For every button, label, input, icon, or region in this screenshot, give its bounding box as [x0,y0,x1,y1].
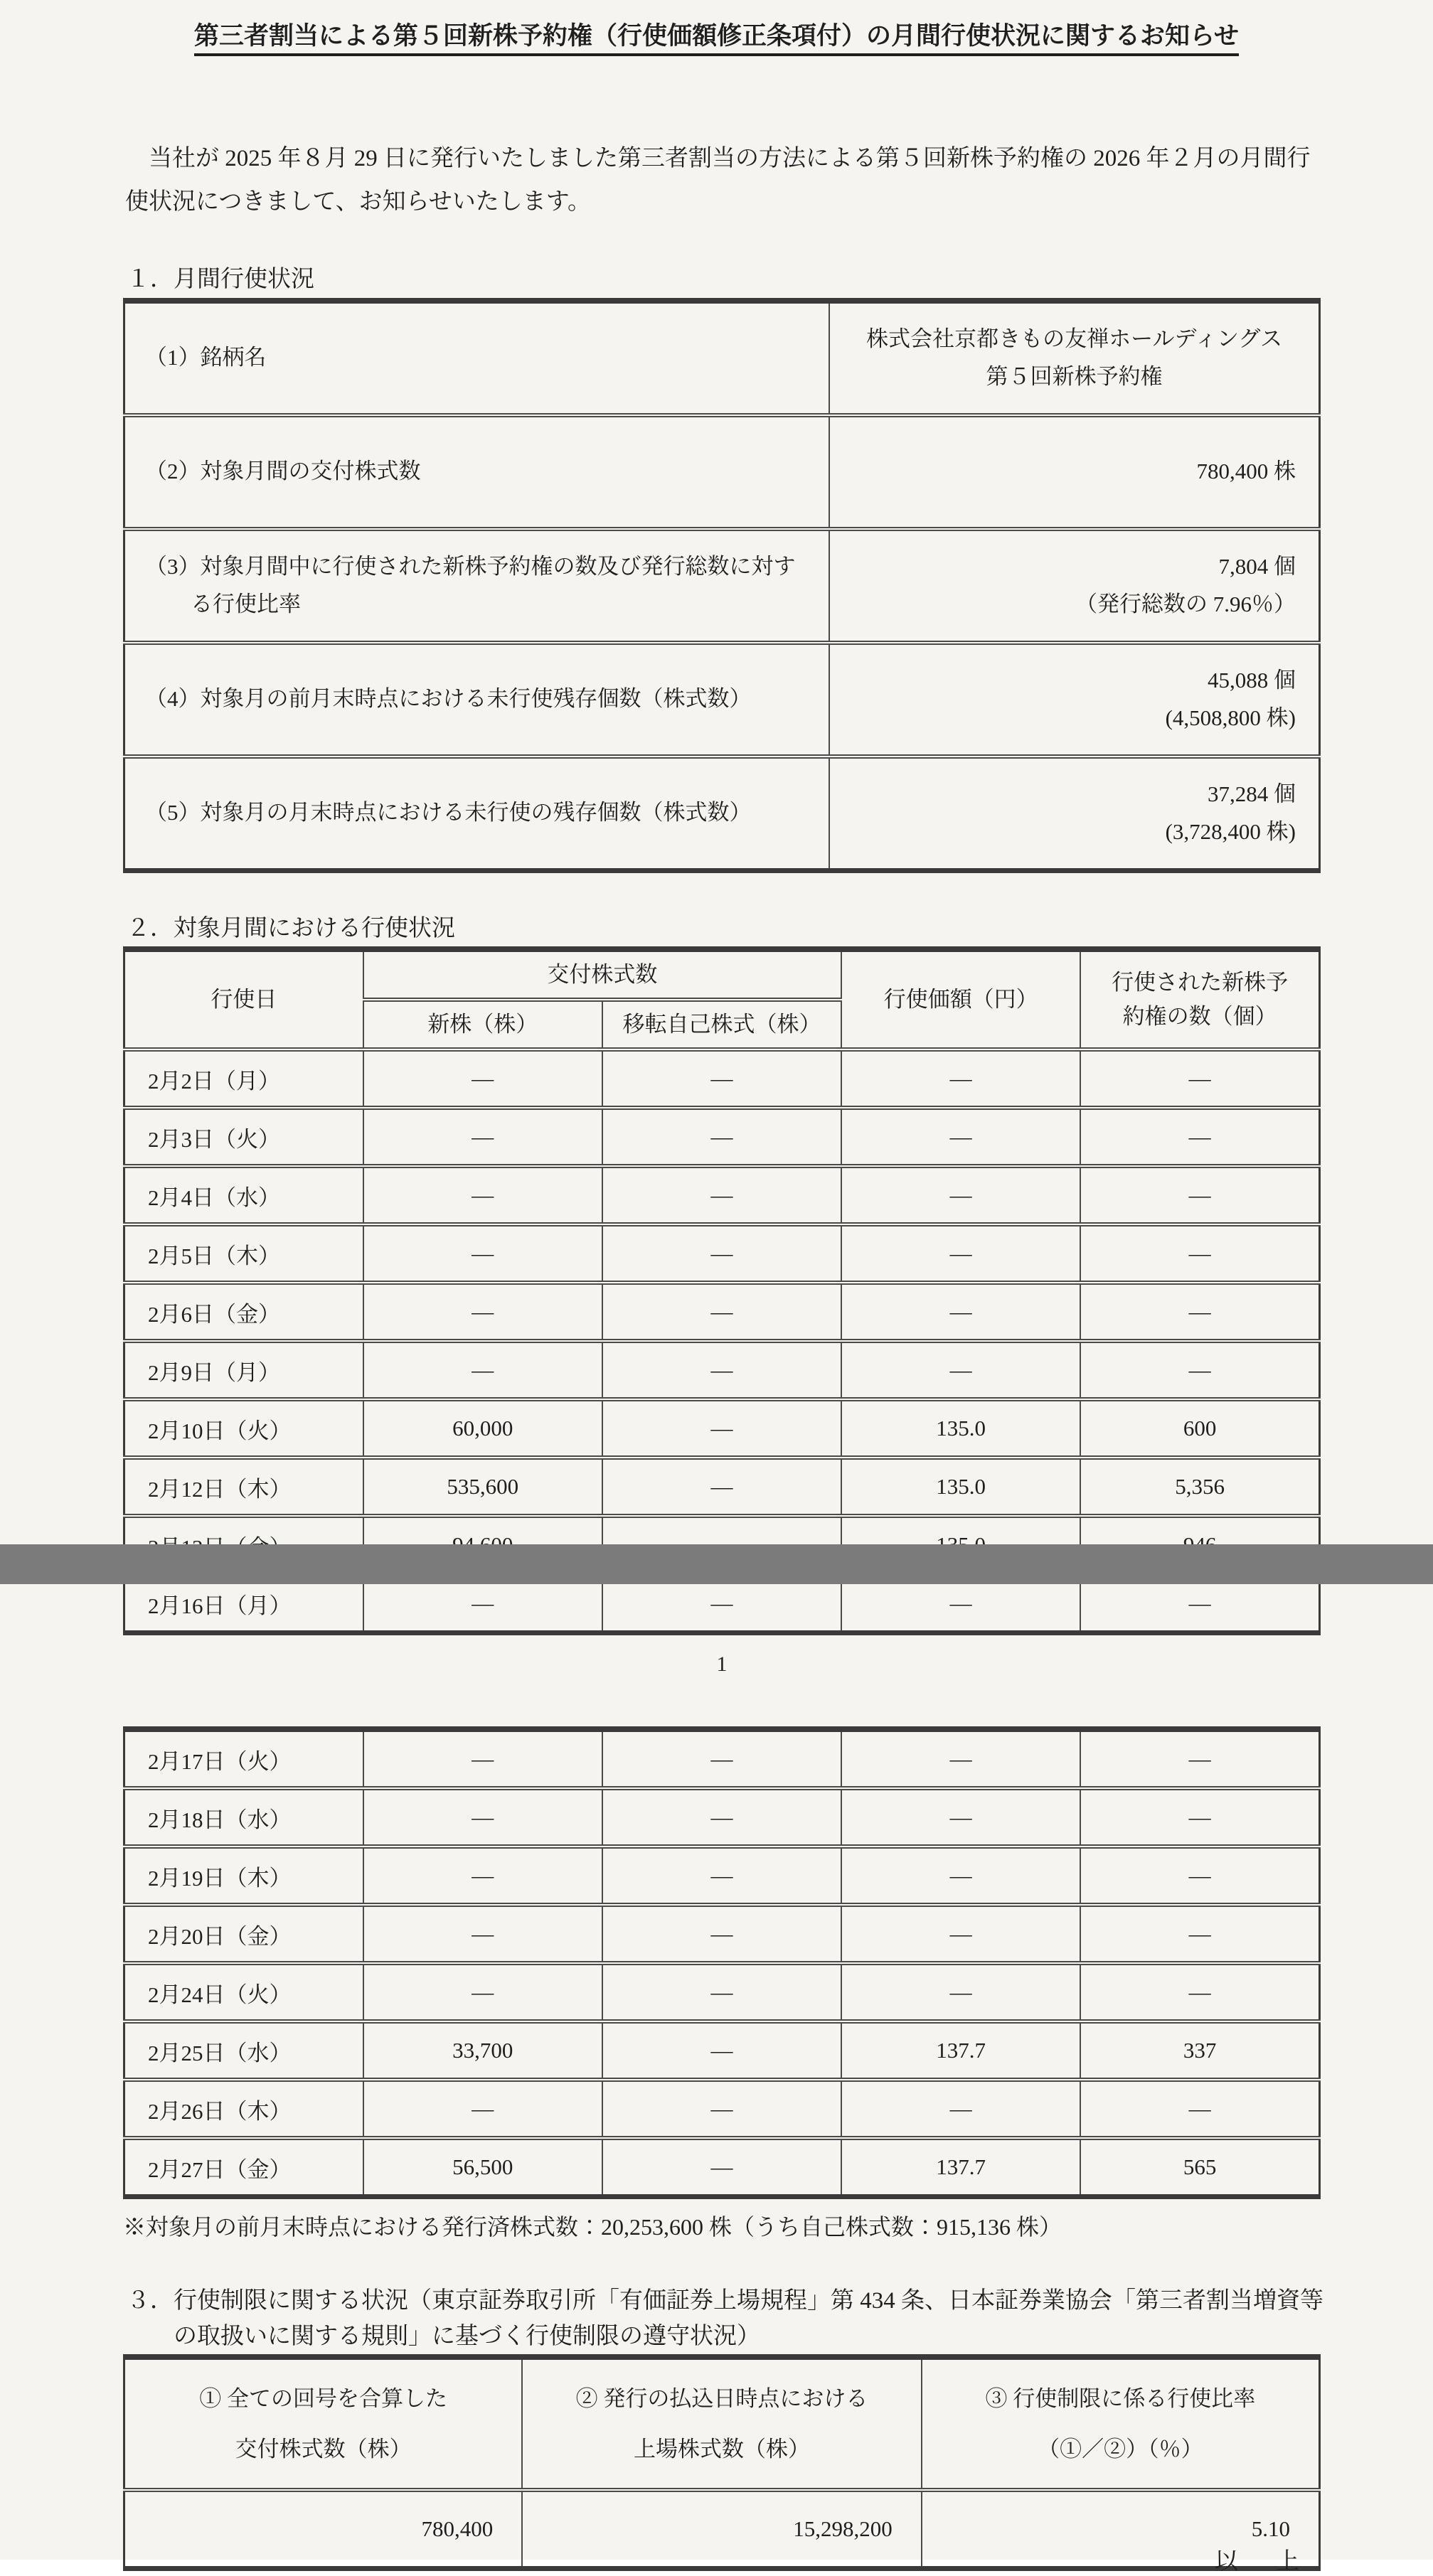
exercise-row [124,1224,1320,1283]
section3-heading: ３．行使制限に関する状況（東京証券取引所「有価証券上場規程」第 434 条、日本証券業協会「第三者割当増資等の取扱いに関する規則」に基づく行使制限の遵守状況） [127,2288,1323,2349]
treasury-shares-cell: ― [602,1729,841,1788]
exercised-count-cell: ― [1080,1905,1319,1963]
closing-phrase: 以 上 [1215,2549,1306,2575]
exercise-date-cell: 2月9日（月） [124,1341,363,1399]
exercise-date-cell: 2月2日（月） [124,1049,363,1108]
treasury-shares-cell: ― [602,1166,841,1224]
exercise-price-cell: ― [841,1574,1080,1633]
exercise-row [124,1905,1320,1963]
exercise-row [124,1458,1320,1516]
exercise-price-cell: ― [841,1905,1080,1963]
exercised-count-cell: ― [1080,1049,1319,1108]
exercise-row [124,1788,1320,1847]
row-value-line1: 780,400 株 [1196,459,1296,484]
exercised-count-cell: ― [1080,1166,1319,1224]
row-label: （5）対象月の月末時点における未行使の残存個数（株式数） [124,757,830,871]
treasury-shares-cell: ― [602,1224,841,1283]
new-shares-cell: ― [363,1729,602,1788]
table-row [124,415,1320,529]
col-header-price: 行使価額（円） [841,949,1080,1049]
exercise-price-cell: ― [841,1729,1080,1788]
new-shares-cell: ― [363,1788,602,1847]
row-value [829,643,1319,757]
exercised-count-cell: ― [1080,1224,1319,1283]
exercise-price-cell: 137.7 [841,2021,1080,2080]
exercise-date-cell: 2月25日（水） [124,2021,363,2080]
new-shares-cell: ― [363,1341,602,1399]
exercise-row [124,1108,1320,1166]
exercise-row [124,1283,1320,1341]
row-value-line2: （発行総数の 7.96％） [1075,591,1296,616]
table-row [124,529,1320,643]
new-shares-cell: ― [363,1963,602,2021]
new-shares-cell: 60,000 [363,1399,602,1458]
limit-col1-header [124,2357,523,2490]
exercised-count-cell: ― [1080,2080,1319,2138]
row-label: （1）銘柄名 [124,301,830,415]
document-title-text: 第三者割当による第５回新株予約権（行使価額修正条項付）の月間行使状況に関するお知らせ [194,22,1239,56]
row-value-line1: 45,088 個 [1208,667,1296,693]
row-value-line2: (4,508,800 株) [1165,705,1296,730]
new-shares-cell: 56,500 [363,2138,602,2197]
intro-paragraph: 当社が 2025 年８月 29 日に発行いたしました第三者割当の方法による第５回新株予約権の 2026 年２月の月間行使状況につきまして、お知らせいたします。 [125,146,1311,215]
table-row [124,301,1320,415]
exercise-price-cell: ― [841,1847,1080,1905]
row-label: （4）対象月の前月末時点における未行使残存個数（株式数） [124,643,830,757]
issued-shares-note: ※対象月の前月末時点における発行済株式数：20,253,600 株（うち自己株式数：915,136 株） [123,2214,1062,2240]
exercise-date-cell: 2月18日（水） [124,1788,363,1847]
document-title [57,18,1376,53]
row-value [829,757,1319,871]
table-row [124,643,1320,757]
exercise-row [124,1847,1320,1905]
treasury-shares-cell: ― [602,1108,841,1166]
exercise-date-cell: 2月27日（金） [124,2138,363,2197]
exercise-date-cell: 2月5日（木） [124,1224,363,1283]
exercise-row [124,1341,1320,1399]
exercise-row [124,1729,1320,1788]
exercise-table-header-row1 [124,949,1320,1000]
exercise-date-cell: 2月26日（木） [124,2080,363,2138]
new-shares-cell: ― [363,1224,602,1283]
exercised-count-cell: ― [1080,1847,1319,1905]
exercise-price-cell: ― [841,1788,1080,1847]
treasury-shares-cell: ― [602,1963,841,2021]
exercise-row [124,2138,1320,2197]
row-value-line2: (3,728,400 株) [1165,818,1296,844]
exercise-date-cell: 2月3日（火） [124,1108,363,1166]
col-header-delivered-group: 交付株式数 [363,949,841,1000]
treasury-shares-cell: ― [602,1905,841,1963]
exercised-count-cell: ― [1080,1963,1319,2021]
exercise-date-cell: 2月4日（水） [124,1166,363,1224]
treasury-shares-cell: ― [602,1574,841,1633]
exercise-date-cell: 2月20日（金） [124,1905,363,1963]
exercise-price-cell: ― [841,1283,1080,1341]
exercise-price-cell: ― [841,1049,1080,1108]
exercise-price-cell: ― [841,1108,1080,1166]
exercise-row [124,1166,1320,1224]
exercise-date-cell: 2月16日（月） [124,1574,363,1633]
table-row [124,757,1320,871]
col-header-treasury: 移転自己株式（株） [602,1000,841,1049]
treasury-shares-cell: ― [602,1341,841,1399]
col-header-date: 行使日 [124,949,363,1049]
exercise-date-cell: 2月24日（火） [124,1963,363,2021]
treasury-shares-cell: ― [602,1458,841,1516]
treasury-shares-cell: ― [602,1788,841,1847]
col-header-count-text: 行使された新株予約権の数（個） [1112,970,1289,1030]
limit-col2-header [522,2357,921,2490]
row-value [829,529,1319,643]
new-shares-cell: 33,700 [363,2021,602,2080]
exercised-count-cell: ― [1080,1341,1319,1399]
exercised-count-cell: ― [1080,1108,1319,1166]
row-value-line1: 37,284 個 [1208,781,1296,806]
exercise-price-cell: ― [841,1224,1080,1283]
limit-table-header-row [124,2357,1320,2490]
row-value [829,301,1319,415]
monthly-status-table [123,298,1321,873]
row-value-line2: 第５回新株予約権 [986,363,1163,389]
limit-col1-value: 780,400 [124,2490,523,2569]
exercise-date-cell: 2月10日（火） [124,1399,363,1458]
exercise-row [124,2021,1320,2080]
new-shares-cell: ― [363,2080,602,2138]
exercise-price-cell: ― [841,2080,1080,2138]
row-label: （3）対象月間中に行使された新株予約権の数及び発行総数に対する行使比率 [124,529,830,643]
page-divider-band [0,1544,1433,1584]
new-shares-cell: ― [363,1108,602,1166]
exercise-row [124,2080,1320,2138]
page-2 [0,1726,1433,2571]
limit-col1-header-text: ① 全ての回号を合算した交付株式数（株） [199,2385,447,2462]
exercise-date-cell: 2月19日（木） [124,1847,363,1905]
limit-col3-header-text: ③ 行使制限に係る行使比率（①／②）（％） [985,2385,1256,2462]
exercise-price-cell: 135.0 [841,1458,1080,1516]
exercised-count-cell: 337 [1080,2021,1319,2080]
limit-col2-value: 15,298,200 [522,2490,921,2569]
treasury-shares-cell: ― [602,1399,841,1458]
treasury-shares-cell: ― [602,1847,841,1905]
new-shares-cell: ― [363,1049,602,1108]
row-label: （2）対象月間の交付株式数 [124,415,830,529]
exercise-row [124,1399,1320,1458]
exercise-table-page1 [123,946,1321,1635]
new-shares-cell: ― [363,1166,602,1224]
limit-table-value-row [124,2490,1320,2569]
new-shares-cell: 535,600 [363,1458,602,1516]
exercised-count-cell: ― [1080,1283,1319,1341]
exercise-price-cell: 137.7 [841,2138,1080,2197]
section2-heading: ２．対象月間における行使状況 [127,915,455,941]
exercise-price-cell: ― [841,1341,1080,1399]
new-shares-cell: ― [363,1283,602,1341]
treasury-shares-cell: ― [602,2021,841,2080]
exercised-count-cell: ― [1080,1574,1319,1633]
exercise-date-cell: 2月6日（金） [124,1283,363,1341]
treasury-shares-cell: ― [602,1283,841,1341]
limit-col3-value: 5.10 [922,2490,1320,2569]
col-header-count [1080,949,1319,1049]
page-number: 1 [716,1652,728,1677]
exercise-row [124,1049,1320,1108]
treasury-shares-cell: ― [602,2138,841,2197]
row-value-line1: 7,804 個 [1218,553,1296,579]
exercise-row [124,1963,1320,2021]
limit-col3-header [922,2357,1320,2490]
new-shares-cell: ― [363,1574,602,1633]
exercised-count-cell: ― [1080,1788,1319,1847]
exercised-count-cell: 565 [1080,2138,1319,2197]
exercise-date-cell: 2月12日（木） [124,1458,363,1516]
exercise-price-cell: ― [841,1963,1080,2021]
treasury-shares-cell: ― [602,1049,841,1108]
exercise-price-cell: ― [841,1166,1080,1224]
new-shares-cell: ― [363,1847,602,1905]
exercised-count-cell: 5,356 [1080,1458,1319,1516]
new-shares-cell: ― [363,1905,602,1963]
exercised-count-cell: 600 [1080,1399,1319,1458]
exercise-date-cell: 2月17日（火） [124,1729,363,1788]
exercise-table-page2 [123,1726,1321,2199]
exercised-count-cell: ― [1080,1729,1319,1788]
col-header-new-shares: 新株（株） [363,1000,602,1049]
section1-heading: １．月間行使状況 [127,267,314,293]
exercise-limit-table [123,2354,1321,2571]
exercise-price-cell: 135.0 [841,1399,1080,1458]
limit-col2-header-text: ② 発行の払込日時点における上場株式数（株） [575,2385,868,2462]
treasury-shares-cell: ― [602,2080,841,2138]
row-value-line1: 株式会社京都きもの友禅ホールディングス [866,326,1283,351]
row-value [829,415,1319,529]
